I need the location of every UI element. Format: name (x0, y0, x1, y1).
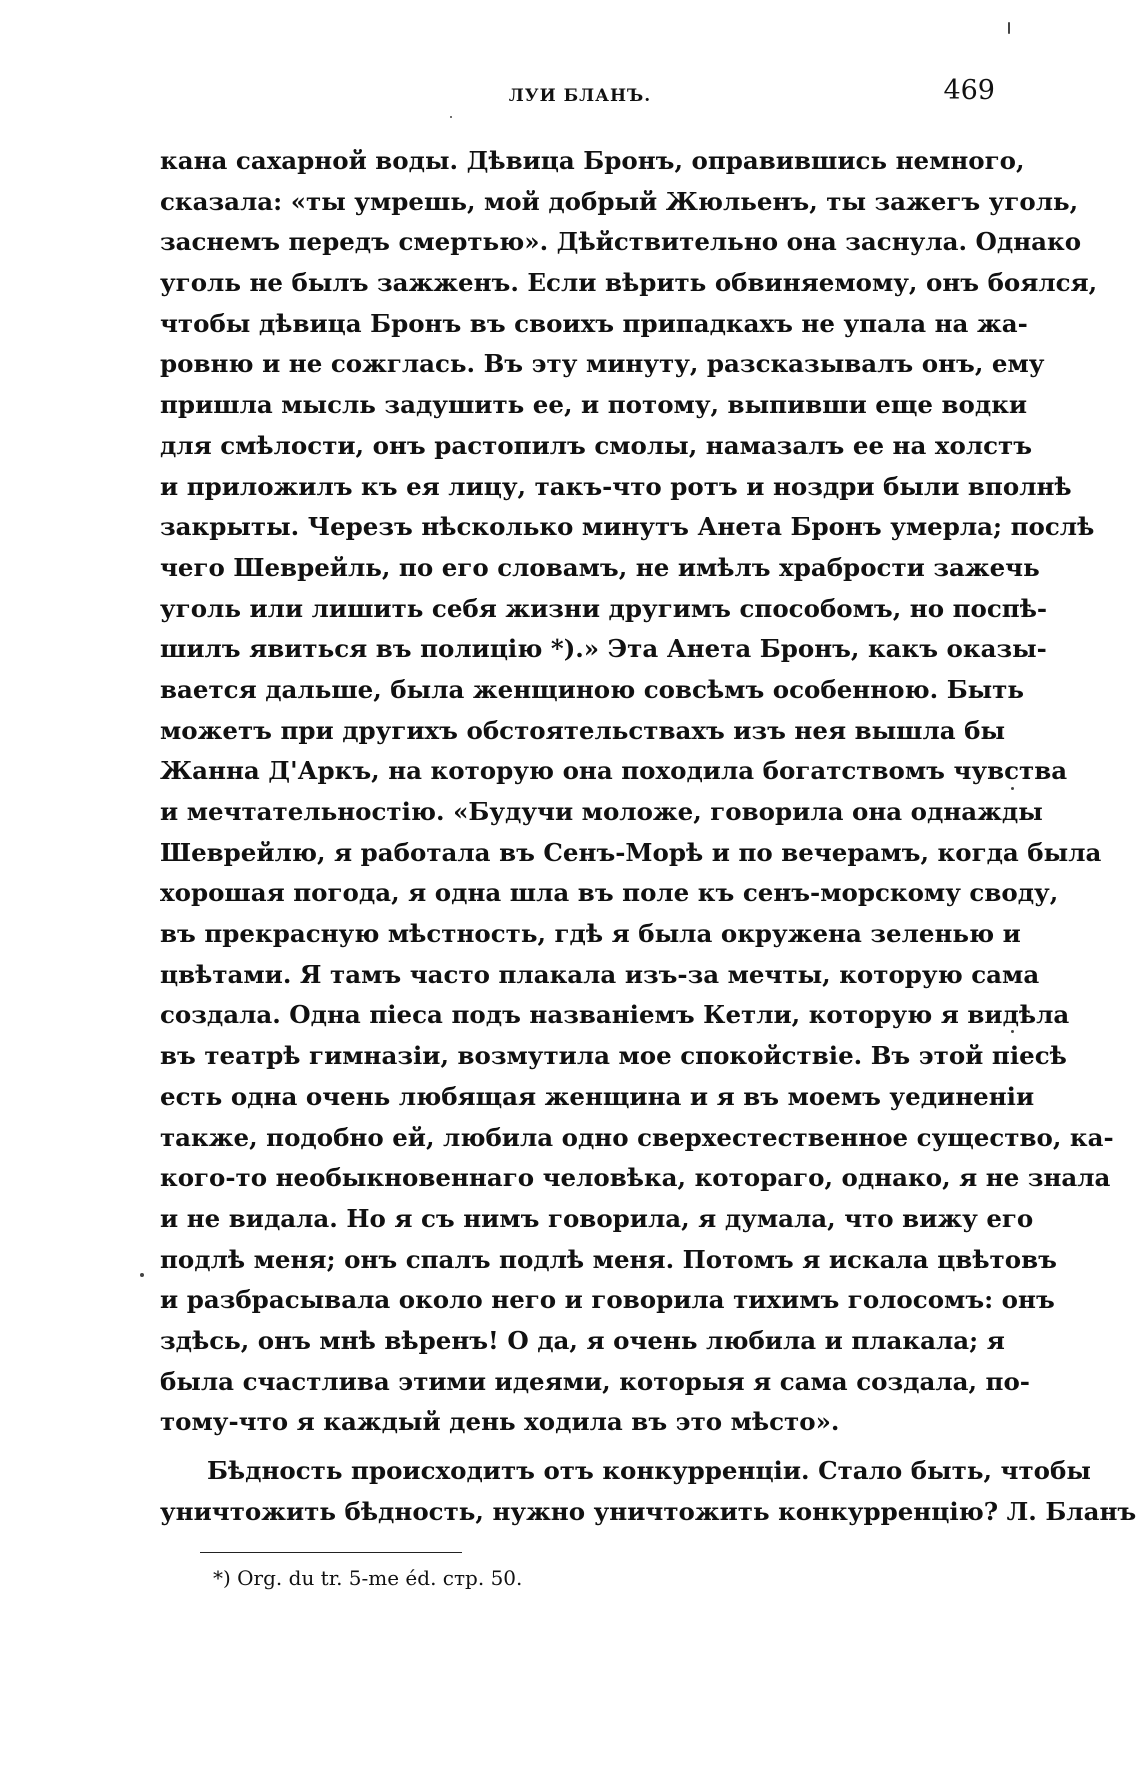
text-line: для смѣлости, онъ растопилъ смолы, намазалъ ее на холстъ (160, 430, 1033, 460)
print-speck (1011, 787, 1014, 790)
text-line: и не видала. Но я съ нимъ говорила, я думала, что вижу его (160, 1203, 1034, 1233)
text-line: закрыты. Черезъ нѣсколько минутъ Анета Бронъ умерла; послѣ (160, 512, 1095, 542)
text-line: создала. Одна піеса подъ названіемъ Кетли, которую я видѣла (160, 1000, 1070, 1030)
text-line: и разбрасывала около него и говорила тихимъ голосомъ: онъ (160, 1285, 1055, 1315)
text-line: цвѣтами. Я тамъ часто плакала изъ-за мечты, которую сама (160, 959, 1040, 989)
print-speck (1008, 22, 1010, 34)
running-title: ЛУИ БЛАНЪ. (508, 86, 652, 106)
text-line: здѣсь, онъ мнѣ вѣренъ! О да, я очень любила и плакала; я (160, 1325, 1005, 1355)
text-line: уничтожить бѣдность, нужно уничтожить конкурренцію? Л. Бланъ (160, 1496, 1137, 1526)
text-line: подлѣ меня; онъ спалъ подлѣ меня. Потомъ я искала цвѣтовъ (160, 1244, 1057, 1274)
print-speck (450, 116, 452, 118)
text-line: также, подобно ей, любила одно сверхестественное существо, ка- (160, 1122, 1114, 1152)
text-line: вается дальше, была женщиною совсѣмъ особенною. Быть (160, 674, 1024, 704)
text-line: Жанна Д'Аркъ, на которую она походила богатствомъ чувства (160, 756, 1068, 786)
text-line: пришла мысль задушить ее, и потому, выпивши еще водки (160, 390, 1028, 420)
text-line: можетъ при другихъ обстоятельствахъ изъ нея вышла бы (160, 715, 1006, 745)
paragraph-1 (160, 141, 1114, 1443)
body-text (160, 141, 1137, 1532)
text-line: въ театрѣ гимназіи, возмутила мое спокойствіе. Въ этой піесѣ (160, 1041, 1067, 1071)
page-number: 469 (943, 75, 995, 106)
text-line: уголь не былъ зажженъ. Если вѣрить обвиняемому, онъ боялся, (160, 268, 1098, 298)
footnote-separator (200, 1552, 462, 1553)
text-line: Бѣдность происходитъ отъ конкурренціи. Стало быть, чтобы (207, 1456, 1091, 1485)
text-line: въ прекрасную мѣстность, гдѣ я была окружена зеленью и (160, 919, 1021, 949)
text-line: кого-то необыкновеннаго человѣка, котораго, однако, я не знала (160, 1163, 1111, 1193)
text-line: Шеврейлю, я работала въ Сенъ-Морѣ и по вечерамъ, когда была (160, 837, 1102, 867)
paragraph-2 (160, 1451, 1137, 1532)
text-line: чего Шеврейль, по его словамъ, не имѣлъ храбрости зажечь (160, 552, 1040, 582)
text-line: шилъ явиться въ полицію *).» Эта Анета Бронъ, какъ оказы- (160, 634, 1047, 664)
text-line: сказала: «ты умрешь, мой добрый Жюльенъ, ты зажегъ уголь, (160, 186, 1079, 216)
text-line: есть одна очень любящая женщина и я въ моемъ уединеніи (160, 1081, 1035, 1111)
text-line: хорошая погода, я одна шла въ поле къ сенъ-морскому своду, (160, 878, 1059, 908)
print-speck (140, 1273, 144, 1277)
text-line: и приложилъ къ ея лицу, такъ-что ротъ и ноздри были вполнѣ (160, 471, 1072, 501)
text-line: была счастлива этими идеями, которыя я сама создала, по- (160, 1366, 1030, 1396)
footnote: *) Org. du tr. 5-me éd. стр. 50. (213, 1566, 523, 1590)
text-line: ровню и не сожглась. Въ эту минуту, разсказывалъ онъ, ему (160, 349, 1045, 379)
print-speck (1011, 1030, 1014, 1033)
page-header (160, 70, 1000, 120)
text-line: и мечтательностію. «Будучи моложе, говорила она однажды (160, 797, 1043, 826)
text-line: кана сахарной воды. Дѣвица Бронъ, оправившись немного, (160, 146, 1025, 175)
text-line: заснемъ передъ смертью». Дѣйствительно она заснула. Однако (160, 227, 1082, 257)
text-line: чтобы дѣвица Бронъ въ своихъ припадкахъ не упала на жа- (160, 308, 1028, 338)
text-line: тому-что я каждый день ходила въ это мѣсто». (160, 1407, 840, 1437)
text-line: уголь или лишить себя жизни другимъ способомъ, но поспѣ- (160, 593, 1048, 623)
